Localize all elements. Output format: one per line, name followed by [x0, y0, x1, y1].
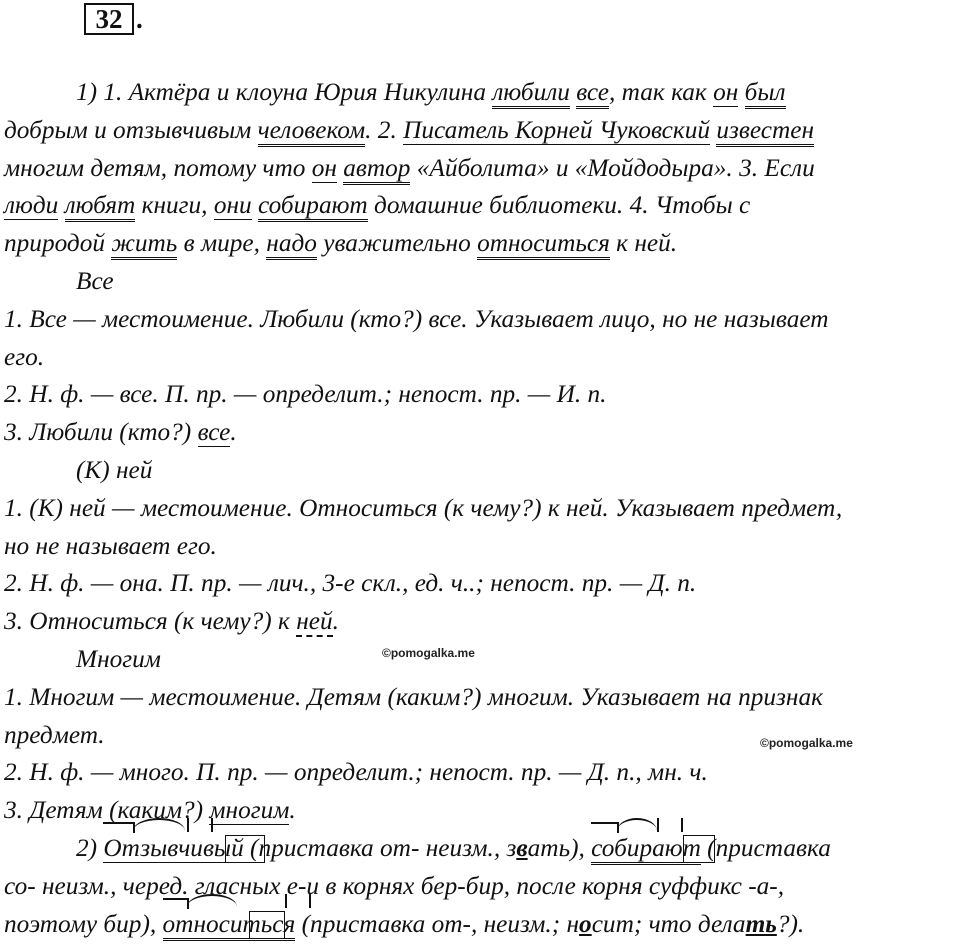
- sentence-line-5: [4, 225, 956, 263]
- suffix-mark: [657, 818, 683, 832]
- subject: он: [311, 153, 337, 182]
- text: поэтому бир),: [4, 909, 157, 938]
- predicate: известен: [716, 116, 814, 147]
- morpheme-line-3: [4, 906, 956, 944]
- analysis-line: [4, 414, 956, 452]
- subject: Писатель Корней Чуковский: [403, 115, 711, 144]
- postfix-mark: [285, 894, 311, 908]
- morpheme-line-1: [4, 830, 956, 868]
- text: «Айболита» и «Мойдодыра». 3. Если: [416, 153, 815, 182]
- ending-letters: ть: [745, 909, 777, 938]
- watermark: ©pomogalka.me: [382, 646, 475, 660]
- predicate: любят: [65, 191, 136, 222]
- text: добрым и отзывчивым: [4, 115, 252, 144]
- analysis-heading: (К) ней: [76, 455, 153, 484]
- stressed-letter: в: [516, 833, 528, 862]
- morpheme-word-otnositsya: [163, 906, 296, 944]
- ending-box: [249, 911, 285, 939]
- analysis-heading: Многим: [76, 644, 161, 673]
- exercise-number-dot: .: [136, 4, 143, 34]
- sentence-line-2: [4, 112, 956, 150]
- text: (приставка от- неизм., з: [243, 833, 517, 862]
- predicate: автор: [343, 154, 410, 185]
- document-body: [4, 74, 956, 943]
- attribute: многим: [209, 796, 290, 825]
- analysis-line: 2. Н. ф. — она. П. пр. — лич., 3-е скл., ед. ч..; непост. пр. — Д. п.: [4, 569, 697, 598]
- part-label: 2): [76, 833, 98, 862]
- analysis-line: предмет.: [4, 720, 105, 749]
- predicate: был: [745, 78, 786, 109]
- text: .: [289, 796, 296, 825]
- text: книги,: [141, 191, 208, 220]
- text: . 2.: [365, 115, 397, 144]
- text: 3. Детям (каким?): [4, 796, 204, 825]
- predicate: все: [576, 78, 609, 109]
- text: .: [332, 607, 339, 636]
- subject: люди: [4, 191, 59, 220]
- analysis-line: 1. Многим — местоимение. Детям (каким?) многим. Указывает на признак: [4, 682, 823, 711]
- analyzed-word: относиться: [163, 910, 296, 941]
- text: 3. Любили (кто?): [4, 418, 192, 447]
- analysis-line: 1. (К) ней — местоимение. Относиться (к чему?) к ней. Указывает предмет,: [4, 493, 843, 522]
- ending-box: [683, 835, 715, 863]
- root-arc: [187, 894, 237, 920]
- root-arc: [133, 818, 185, 844]
- analysis-line: [4, 603, 956, 641]
- analysis-line: 1. Все — местоимение. Любили (кто?) все. Указывает лицо, но не называет: [4, 304, 829, 333]
- text: сит; что дела: [591, 909, 746, 938]
- stressed-letter: о: [579, 909, 592, 938]
- ending-box: [225, 835, 265, 863]
- predicate: относиться: [477, 229, 610, 260]
- prefix-mark: [163, 898, 189, 909]
- sentence-line-3: [4, 150, 956, 188]
- root-arc: [617, 818, 657, 844]
- predicate: человеком: [258, 116, 366, 147]
- predicate: жить: [111, 229, 177, 260]
- analysis-line: 2. Н. ф. — все. П. пр. — определит.; непост. пр. — И. п.: [4, 380, 607, 409]
- part-label: 1) 1.: [76, 78, 123, 106]
- watermark: ©pomogalka.me: [760, 736, 853, 750]
- analyzed-word: Отзывчивый: [103, 833, 244, 862]
- morpheme-line-2: со- неизм., черед. гласных е-и в корнях бер-бир, после корня суффикс -а-,: [4, 871, 785, 900]
- text: .: [230, 418, 237, 447]
- text: природой: [4, 229, 106, 258]
- text: многим детям, потому что: [4, 153, 306, 182]
- text: (приставка: [700, 833, 831, 862]
- predicate: любили: [492, 78, 570, 109]
- predicate: собирают: [258, 191, 368, 222]
- prefix-mark: [591, 822, 619, 833]
- text: ?).: [776, 909, 805, 938]
- text: , так как: [609, 78, 707, 106]
- text: ать),: [527, 833, 585, 862]
- subject: он: [713, 78, 739, 106]
- analysis-line: его.: [4, 342, 45, 371]
- exercise-number: 32: [84, 3, 134, 35]
- morpheme-word-sobirayut: [591, 830, 701, 868]
- morpheme-word-otzyvchivyj: [103, 830, 243, 868]
- analysis-line: но не называет его.: [4, 531, 217, 560]
- analyzed-word: собирают: [591, 834, 701, 865]
- suffix-mark: [187, 818, 213, 832]
- subject: все: [197, 418, 231, 447]
- analysis-heading: Все: [76, 266, 114, 295]
- text: уважительно: [323, 229, 471, 258]
- text: в мире,: [183, 229, 260, 258]
- analysis-line: 2. Н. ф. — много. П. пр. — определит.; непост. пр. — Д. п., мн. ч.: [4, 758, 708, 787]
- sentence-line-4: [4, 187, 956, 225]
- text: Актёра и клоуна Юрия Никулина: [128, 78, 486, 106]
- prefix-mark: [103, 822, 135, 833]
- text: (приставка от-, неизм.; н: [295, 909, 580, 938]
- predicate: надо: [266, 229, 317, 260]
- text: 3. Относиться (к чему?) к: [4, 607, 290, 636]
- text: к ней.: [616, 229, 678, 258]
- sentence-line-1: [4, 74, 956, 112]
- object: ней: [296, 607, 333, 636]
- text: домашние библиотеки. 4. Чтобы с: [374, 191, 751, 220]
- subject: они: [213, 191, 252, 220]
